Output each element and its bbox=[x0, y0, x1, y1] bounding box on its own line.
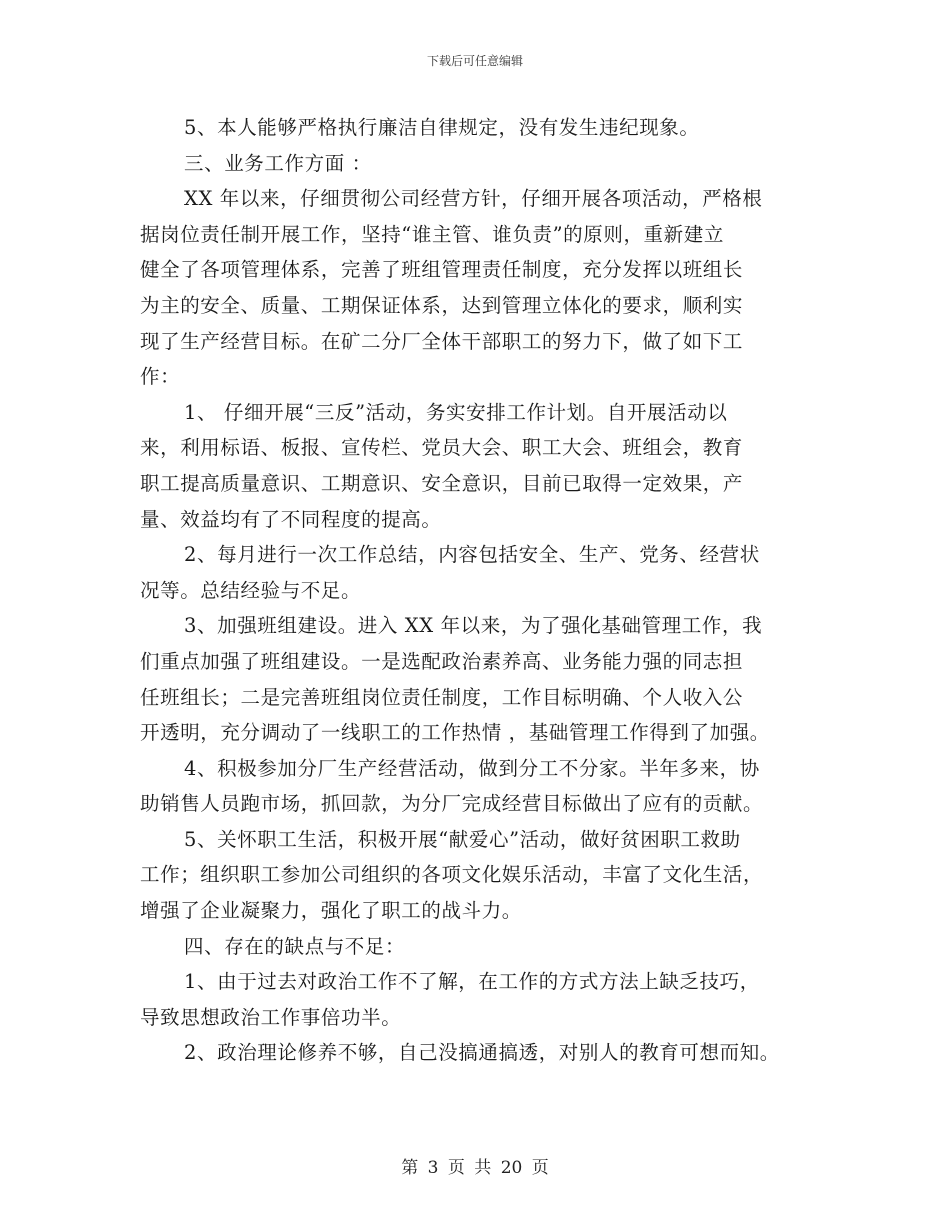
text-line: 四、存在的缺点与不足： bbox=[184, 934, 406, 958]
text-line: 1、由于过去对政治工作不了解，在工作的方式方法上缺乏技巧， bbox=[184, 970, 760, 994]
text-line: 量、效益均有了不同程度的提高。 bbox=[140, 507, 442, 531]
text-line: 助销售人员跑市场，抓回款，为分厂完成经营目标做出了应有的贡献。 bbox=[140, 792, 764, 816]
text-line: 工作；组织职工参加公司组织的各项文化娱乐活动，丰富了文化生活， bbox=[140, 863, 764, 887]
text-line: 2、每月进行一次工作总结，内容包括安全、生产、党务、经营状 bbox=[184, 543, 760, 567]
text-line: 现了生产经营目标。在矿二分厂全体干部职工的努力下，做了如下工 bbox=[140, 329, 744, 353]
text-line: 三、业务工作方面 ： bbox=[184, 151, 372, 175]
text-line: XX 年以来，仔细贯彻公司经营方针，仔细开展各项活动，严格根 bbox=[184, 187, 763, 211]
text-line: 为主的安全、质量、工期保证体系，达到管理立体化的要求，顺利实 bbox=[140, 293, 744, 317]
text-line: 增强了企业凝聚力，强化了职工的战斗力。 bbox=[140, 899, 522, 923]
text-line: 开透明，充分调动了一线职工的工作热情 ，基础管理工作得到了加强。 bbox=[140, 721, 770, 745]
text-line: 导致思想政治工作事倍功半。 bbox=[140, 1005, 402, 1029]
text-line: 5、关怀职工生活，积极开展“献爱心”活动，做好贫困职工救助 bbox=[184, 827, 741, 851]
document-body bbox=[140, 110, 830, 1071]
text-line: 3、加强班组建设。进入 XX 年以来，为了强化基础管理工作，我 bbox=[184, 614, 763, 638]
text-line: 5、本人能够严格执行廉洁自律规定，没有发生违纪现象。 bbox=[184, 116, 700, 139]
text-line: 4、积极参加分厂生产经营活动，做到分工不分家。半年多来，协 bbox=[184, 756, 760, 780]
text-line: 健全了各项管理体系，完善了班组管理责任制度，充分发挥以班组长 bbox=[140, 258, 744, 282]
text-line: 1、 仔细开展“三反”活动，务实安排工作计划。自开展活动以 bbox=[184, 400, 728, 424]
text-line: 况等。总结经验与不足。 bbox=[140, 578, 362, 602]
text-line: 2、政治理论修养不够，自己没搞通搞透，对别人的教育可想而知。 bbox=[184, 1041, 780, 1065]
text-line: 据岗位责任制开展工作，坚持“谁主管、谁负责”的原则，重新建立 bbox=[140, 222, 724, 246]
text-line: 们重点加强了班组建设。一是选配政治素养高、业务能力强的同志担 bbox=[140, 649, 744, 673]
text-line: 任班组长；二是完善班组岗位责任制度，工作目标明确、个人收入公 bbox=[140, 685, 744, 709]
text-line: 作： bbox=[140, 365, 181, 389]
page-number: 第 3 页 共 20 页 bbox=[401, 1158, 549, 1178]
text-line: 来，利用标语、板报、宣传栏、党员大会、职工大会、班组会，教育 bbox=[140, 436, 744, 460]
page-header: 下载后可任意编辑 bbox=[426, 54, 523, 68]
text-line: 职工提高质量意识、工期意识、安全意识，目前已取得一定效果，产 bbox=[140, 471, 744, 495]
